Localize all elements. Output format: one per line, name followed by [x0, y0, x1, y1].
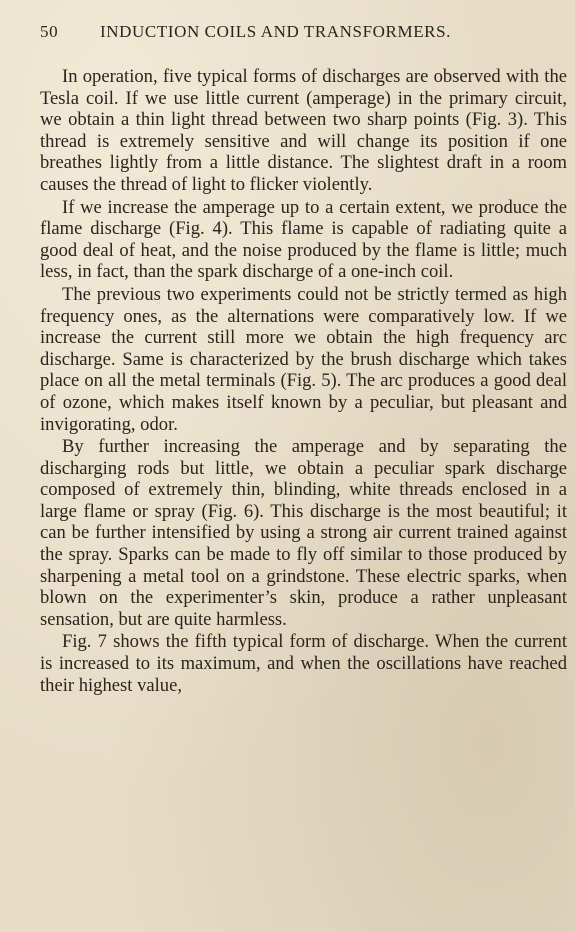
page-header — [40, 22, 517, 46]
page-number: 50 — [40, 22, 59, 41]
running-head: INDUCTION COILS AND TRANSFORMERS. — [100, 22, 452, 41]
paragraph-1: In operation, five typical forms of discharges are observed with the Tesla coil. If we use little current (amperage) in the primary circuit, we obtain a thin light thread between two sharp points (Fig. 3). This thread is extremely sensitive and will change its position if one breathes lightly from a little distance. The slightest draft in a room causes the thread of light to flicker violently. — [40, 66, 567, 195]
paragraph-4: By further increasing the amperage and by separating the discharging rods but little, we obtain a peculiar spark discharge composed of extremely thin, blinding, white threads enclosed in a large flame or spray (Fig. 6). This discharge is the most beautiful; it can be further intensified by using a strong air current trained against the spray. Sparks can be made to fly off similar to those produced by sharpening a metal tool on a grindstone. These electric sparks, when blown on the experimenter’s skin, produce a rather unpleasant sensation, but are quite harmless. — [40, 436, 567, 630]
body-text — [40, 66, 567, 696]
paragraph-5: Fig. 7 shows the fifth typical form of discharge. When the current is increased to its maximum, and when the oscillations have reached their highest value, — [40, 631, 567, 696]
paragraph-2: If we increase the amperage up to a certain extent, we produce the flame discharge (Fig. 4). This flame is capable of radiating quite a good deal of heat, and the noise produced by the flame is little; much less, in fact, than the spark discharge of a one-inch coil. — [40, 196, 567, 283]
paragraph-3: The previous two experiments could not be strictly termed as high frequency ones, as the alternations were comparatively low. If we increase the current still more we obtain the high frequency arc discharge. Same is characterized by the brush discharge which takes place on all the metal terminals (Fig. 5). The arc produces a good deal of ozone, which makes itself known by a peculiar, but pleasant and invigorating, odor. — [40, 283, 567, 435]
